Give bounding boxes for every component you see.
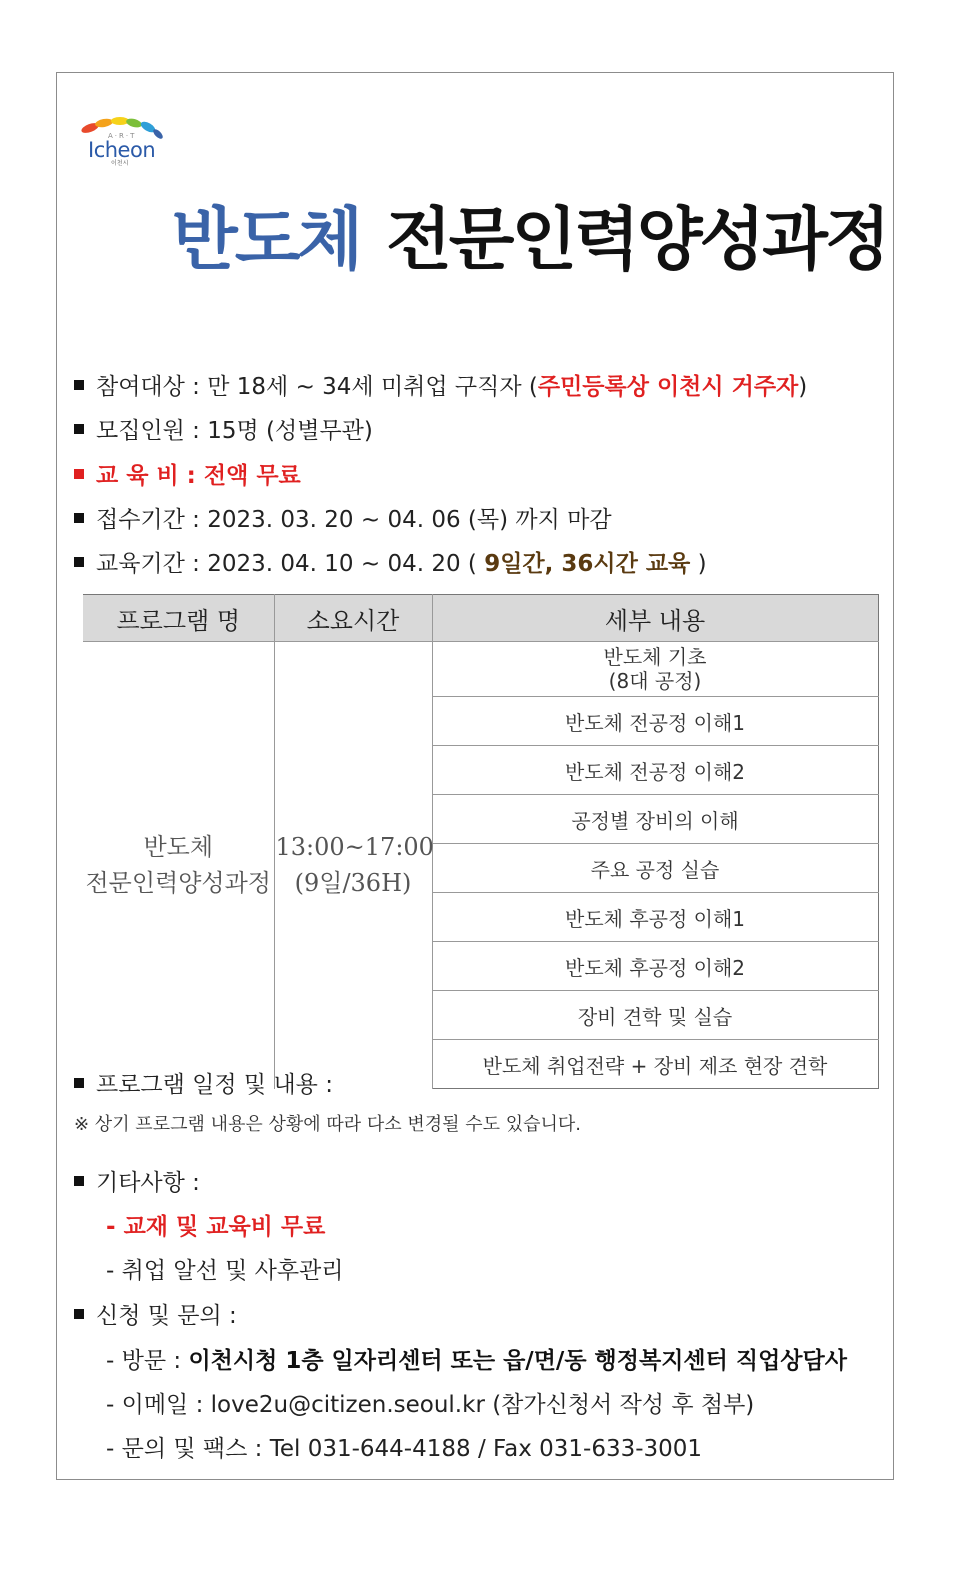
detail-row: 반도체 전공정 이해1 xyxy=(432,697,878,746)
detail-row: 공정별 장비의 이해 xyxy=(432,795,878,844)
schedule-line xyxy=(74,1066,333,1099)
contact-line xyxy=(74,1297,237,1330)
bullet-icon xyxy=(74,513,84,523)
visit-label: 방문 : xyxy=(121,1348,189,1374)
header-program-name: 프로그램 명 xyxy=(83,595,274,642)
target-line xyxy=(74,368,807,401)
contact-visit: - 방문 : 이천시청 1층 일자리센터 또는 읍/면/동 행정복지센터 직업상담사 xyxy=(106,1348,847,1374)
duration-cell xyxy=(274,642,432,1089)
etc-item-1-text: 교재 및 교육비 무료 xyxy=(123,1214,326,1240)
detail-row: 반도체 후공정 이해1 xyxy=(432,893,878,942)
target-highlight: 주민등록상 이천시 거주자 xyxy=(537,374,799,400)
bullet-icon xyxy=(74,380,84,390)
phone-text: 문의 및 팩스 : Tel 031-644-4188 / Fax 031-633-3001 xyxy=(121,1436,703,1462)
title-part2: 전문인력양성과정 xyxy=(386,201,888,280)
logo-art-text: A·R·T xyxy=(108,132,137,140)
detail-row: 장비 견학 및 실습 xyxy=(432,991,878,1040)
bullet-icon xyxy=(74,1078,84,1088)
header-details: 세부 내용 xyxy=(432,595,878,642)
contact-phone: - 문의 및 팩스 : Tel 031-644-4188 / Fax 031-633-3001 xyxy=(106,1436,703,1462)
change-notice: ※ 상기 프로그램 내용은 상황에 따라 다소 변경될 수도 있습니다. xyxy=(74,1114,581,1135)
program-name-line1: 반도체 xyxy=(143,833,214,862)
bullet-icon xyxy=(74,1176,84,1186)
duration-line2: (9일/36H) xyxy=(294,869,412,898)
title-part1: 반도체 xyxy=(172,201,361,280)
program-table xyxy=(83,594,879,1089)
logo-name: Icheon xyxy=(88,138,156,162)
edu-close: ) xyxy=(690,551,707,577)
bullet-icon xyxy=(74,424,84,434)
edu-highlight: 9일간, 36시간 교육 xyxy=(484,551,691,577)
email-text: 이메일 : love2u@citizen.seoul.kr (참가신청서 작성 후 첨부) xyxy=(121,1392,755,1418)
schedule-label: 프로그램 일정 및 내용 : xyxy=(96,1072,333,1098)
recruit-line xyxy=(74,412,373,445)
edu-label: 교육기간 : 2023. 04. 10 ~ 04. 20 ( xyxy=(96,551,485,577)
fee-line xyxy=(74,457,301,490)
detail-first-line2: (8대 공정) xyxy=(608,669,702,693)
detail-row: 반도체 전공정 이해2 xyxy=(432,746,878,795)
page-title xyxy=(172,186,888,283)
bullet-icon xyxy=(74,557,84,567)
etc-line xyxy=(74,1164,200,1197)
etc-label: 기타사항 : xyxy=(96,1170,200,1196)
etc-item-2-text: 취업 알선 및 사후관리 xyxy=(121,1258,344,1284)
fee-text: 교 육 비 : 전액 무료 xyxy=(96,463,301,489)
logo-sub: 이천시 xyxy=(111,160,129,167)
header-duration: 소요시간 xyxy=(274,595,432,642)
detail-row: 반도체 취업전략 + 장비 제조 현장 견학 xyxy=(432,1040,878,1089)
detail-row: 주요 공정 실습 xyxy=(432,844,878,893)
apply-text: 접수기간 : 2023. 03. 20 ~ 04. 06 (목) 까지 마감 xyxy=(96,507,612,533)
program-name-line2: 전문인력양성과정 xyxy=(85,869,271,898)
etc-item-2: - 취업 알선 및 사후관리 xyxy=(106,1258,344,1284)
contact-label: 신청 및 문의 : xyxy=(96,1303,237,1329)
contact-email: - 이메일 : love2u@citizen.seoul.kr (참가신청서 작성 후 첨부) xyxy=(106,1392,755,1418)
detail-first-line1: 반도체 기초 xyxy=(603,645,707,669)
target-label: 참여대상 : 만 18세 ~ 34세 미취업 구직자 ( xyxy=(96,374,538,400)
program-name-cell xyxy=(83,642,274,1089)
etc-item-1: - 교재 및 교육비 무료 xyxy=(106,1214,326,1240)
visit-value: 이천시청 1층 일자리센터 또는 읍/면/동 행정복지센터 직업상담사 xyxy=(188,1348,847,1374)
detail-row xyxy=(432,642,878,697)
target-close: ) xyxy=(798,374,808,400)
bullet-icon xyxy=(74,1309,84,1319)
edu-period-line xyxy=(74,545,707,578)
duration-line1: 13:00~17:00 xyxy=(275,833,434,862)
recruit-text: 모집인원 : 15명 (성별무관) xyxy=(96,418,373,444)
bullet-icon xyxy=(74,469,84,479)
detail-row: 반도체 후공정 이해2 xyxy=(432,942,878,991)
apply-line xyxy=(74,501,612,534)
